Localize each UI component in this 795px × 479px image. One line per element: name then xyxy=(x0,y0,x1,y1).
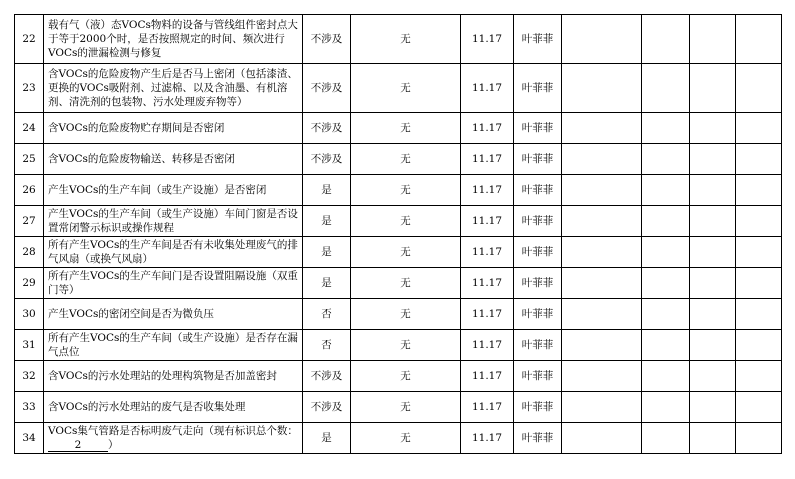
table-row xyxy=(15,206,782,237)
empty-cell xyxy=(562,268,642,299)
empty-cell xyxy=(736,268,782,299)
inspection-result: 不涉及 xyxy=(303,113,351,144)
problem-found: 无 xyxy=(351,423,461,454)
inspection-result: 不涉及 xyxy=(303,392,351,423)
empty-cell xyxy=(690,392,736,423)
inspection-item: 所有产生VOCs的生产车间是否有未收集处理废气的排气风扇（或换气风扇） xyxy=(44,237,303,268)
row-number: 34 xyxy=(15,423,44,454)
empty-cell xyxy=(562,175,642,206)
empty-cell xyxy=(562,113,642,144)
inspector: 叶菲菲 xyxy=(514,330,562,361)
inspection-item: 含VOCs的污水处理站的废气是否收集处理 xyxy=(44,392,303,423)
empty-cell xyxy=(690,361,736,392)
table-row xyxy=(15,423,782,454)
inspection-result: 是 xyxy=(303,175,351,206)
empty-cell xyxy=(642,361,690,392)
inspector: 叶菲菲 xyxy=(514,392,562,423)
empty-cell xyxy=(642,144,690,175)
empty-cell xyxy=(642,64,690,113)
empty-cell xyxy=(736,206,782,237)
row-number: 31 xyxy=(15,330,44,361)
empty-cell xyxy=(562,423,642,454)
inspection-date: 11.17 xyxy=(461,237,514,268)
inspection-item: 含VOCs的污水处理站的处理构筑物是否加盖密封 xyxy=(44,361,303,392)
inspector: 叶菲菲 xyxy=(514,237,562,268)
inspection-result: 否 xyxy=(303,330,351,361)
problem-found: 无 xyxy=(351,113,461,144)
empty-cell xyxy=(690,206,736,237)
row-number: 30 xyxy=(15,299,44,330)
empty-cell xyxy=(736,15,782,64)
inspection-item: 所有产生VOCs的生产车间门是否设置阻隔设施（双重门等） xyxy=(44,268,303,299)
empty-cell xyxy=(642,330,690,361)
item-suffix: ） xyxy=(108,439,119,451)
inspector: 叶菲菲 xyxy=(514,15,562,64)
table-row xyxy=(15,113,782,144)
row-number: 29 xyxy=(15,268,44,299)
empty-cell xyxy=(736,392,782,423)
problem-found: 无 xyxy=(351,330,461,361)
empty-cell xyxy=(562,64,642,113)
empty-cell xyxy=(642,175,690,206)
empty-cell xyxy=(562,299,642,330)
empty-cell xyxy=(562,361,642,392)
row-number: 23 xyxy=(15,64,44,113)
inspection-date: 11.17 xyxy=(461,361,514,392)
inspection-item xyxy=(44,423,303,454)
empty-cell xyxy=(690,330,736,361)
inspection-result: 是 xyxy=(303,206,351,237)
inspection-item: 含VOCs的危险废物贮存期间是否密闭 xyxy=(44,113,303,144)
problem-found: 无 xyxy=(351,392,461,423)
problem-found: 无 xyxy=(351,15,461,64)
inspection-date: 11.17 xyxy=(461,144,514,175)
empty-cell xyxy=(736,175,782,206)
empty-cell xyxy=(690,237,736,268)
empty-cell xyxy=(642,206,690,237)
problem-found: 无 xyxy=(351,361,461,392)
problem-found: 无 xyxy=(351,175,461,206)
row-number: 22 xyxy=(15,15,44,64)
empty-cell xyxy=(736,237,782,268)
inspection-item: 产生VOCs的密闭空间是否为微负压 xyxy=(44,299,303,330)
table-row xyxy=(15,392,782,423)
table-row xyxy=(15,268,782,299)
empty-cell xyxy=(736,330,782,361)
table-row xyxy=(15,15,782,64)
empty-cell xyxy=(736,144,782,175)
inspection-result: 不涉及 xyxy=(303,64,351,113)
inspector: 叶菲菲 xyxy=(514,175,562,206)
empty-cell xyxy=(562,392,642,423)
inspector: 叶菲菲 xyxy=(514,113,562,144)
inspection-result: 是 xyxy=(303,268,351,299)
inspection-item: 产生VOCs的生产车间（或生产设施）是否密闭 xyxy=(44,175,303,206)
inspector: 叶菲菲 xyxy=(514,299,562,330)
inspection-result: 否 xyxy=(303,299,351,330)
empty-cell xyxy=(562,330,642,361)
inspection-result: 不涉及 xyxy=(303,15,351,64)
inspection-date: 11.17 xyxy=(461,113,514,144)
label-count-field: 2 xyxy=(48,439,108,452)
table-row xyxy=(15,64,782,113)
inspection-result: 不涉及 xyxy=(303,361,351,392)
inspection-date: 11.17 xyxy=(461,299,514,330)
empty-cell xyxy=(642,392,690,423)
table-row xyxy=(15,144,782,175)
item-text: VOCs集气管路是否标明废气走向（现有标识总个数： xyxy=(48,425,298,437)
empty-cell xyxy=(562,144,642,175)
inspector: 叶菲菲 xyxy=(514,423,562,454)
empty-cell xyxy=(562,15,642,64)
inspector: 叶菲菲 xyxy=(514,206,562,237)
empty-cell xyxy=(642,15,690,64)
inspection-result: 是 xyxy=(303,423,351,454)
table-row xyxy=(15,330,782,361)
empty-cell xyxy=(690,268,736,299)
empty-cell xyxy=(642,113,690,144)
empty-cell xyxy=(736,113,782,144)
empty-cell xyxy=(736,423,782,454)
inspection-result: 不涉及 xyxy=(303,144,351,175)
empty-cell xyxy=(690,64,736,113)
inspection-date: 11.17 xyxy=(461,206,514,237)
empty-cell xyxy=(562,237,642,268)
empty-cell xyxy=(690,15,736,64)
inspection-item: 含VOCs的危险废物产生后是否马上密闭（包括漆渣、更换的VOCs吸附剂、过滤棉、以及含油墨、有机溶剂、清洗剂的包装物、污水处理废弃物等） xyxy=(44,64,303,113)
inspection-table xyxy=(14,14,782,454)
empty-cell xyxy=(690,113,736,144)
inspection-date: 11.17 xyxy=(461,268,514,299)
inspection-item: 含VOCs的危险废物输送、转移是否密闭 xyxy=(44,144,303,175)
empty-cell xyxy=(736,299,782,330)
table-row xyxy=(15,299,782,330)
row-number: 32 xyxy=(15,361,44,392)
inspector: 叶菲菲 xyxy=(514,268,562,299)
inspection-date: 11.17 xyxy=(461,330,514,361)
inspection-result: 是 xyxy=(303,237,351,268)
empty-cell xyxy=(736,361,782,392)
row-number: 27 xyxy=(15,206,44,237)
table-row xyxy=(15,237,782,268)
table-row xyxy=(15,361,782,392)
row-number: 28 xyxy=(15,237,44,268)
empty-cell xyxy=(642,237,690,268)
inspector: 叶菲菲 xyxy=(514,144,562,175)
empty-cell xyxy=(562,206,642,237)
inspection-date: 11.17 xyxy=(461,64,514,113)
row-number: 33 xyxy=(15,392,44,423)
empty-cell xyxy=(642,299,690,330)
problem-found: 无 xyxy=(351,237,461,268)
empty-cell xyxy=(690,299,736,330)
problem-found: 无 xyxy=(351,64,461,113)
empty-cell xyxy=(642,423,690,454)
row-number: 26 xyxy=(15,175,44,206)
inspector: 叶菲菲 xyxy=(514,361,562,392)
problem-found: 无 xyxy=(351,299,461,330)
problem-found: 无 xyxy=(351,206,461,237)
table-row xyxy=(15,175,782,206)
inspection-date: 11.17 xyxy=(461,175,514,206)
inspection-date: 11.17 xyxy=(461,392,514,423)
row-number: 25 xyxy=(15,144,44,175)
inspector: 叶菲菲 xyxy=(514,64,562,113)
empty-cell xyxy=(690,175,736,206)
inspection-item: 载有气（液）态VOCs物料的设备与管线组件密封点大于等于2000个时，是否按照规定的时间、频次进行VOCs的泄漏检测与修复 xyxy=(44,15,303,64)
problem-found: 无 xyxy=(351,144,461,175)
inspection-date: 11.17 xyxy=(461,423,514,454)
empty-cell xyxy=(690,144,736,175)
empty-cell xyxy=(690,423,736,454)
row-number: 24 xyxy=(15,113,44,144)
inspection-item: 产生VOCs的生产车间（或生产设施）车间门窗是否设置常闭警示标识或操作规程 xyxy=(44,206,303,237)
problem-found: 无 xyxy=(351,268,461,299)
inspection-date: 11.17 xyxy=(461,15,514,64)
empty-cell xyxy=(642,268,690,299)
empty-cell xyxy=(736,64,782,113)
inspection-item: 所有产生VOCs的生产车间（或生产设施）是否存在漏气点位 xyxy=(44,330,303,361)
